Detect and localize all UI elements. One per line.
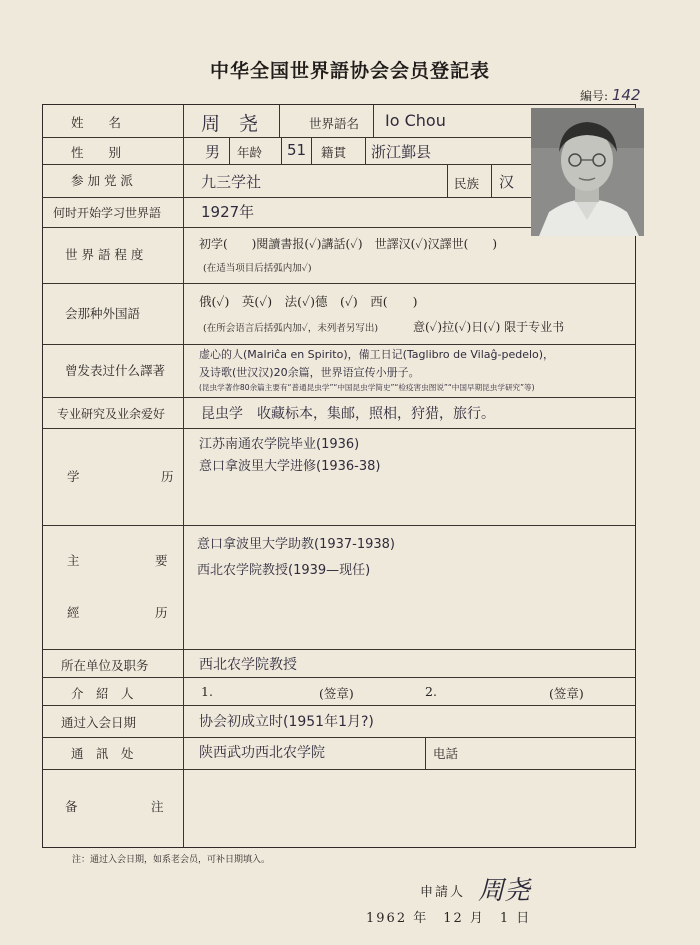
portrait-image xyxy=(531,108,644,236)
languages-line2: 意(✓)拉(✓)日(✓) 限于专业书 xyxy=(413,320,565,334)
esperanto-name-value: Io Chou xyxy=(385,111,446,130)
serial-label: 編号: xyxy=(580,89,609,103)
unit-label: 所在单位及职务 xyxy=(61,658,149,673)
introducer-seal-1: (签章) xyxy=(319,686,354,701)
applicant-signature: 周尧 xyxy=(478,876,531,906)
native-place-label: 籍貫 xyxy=(321,145,347,160)
footer-note: 注：通过入会日期，如系老会员，可补日期填入。 xyxy=(72,855,271,865)
application-date: 1962 年 12 月 1 日 xyxy=(366,911,532,926)
education-line1: 江苏南通农学院毕业(1936) xyxy=(199,437,360,452)
languages-line1: 俄(✓) 英(✓) 法(✓)德 (✓) 西( ) xyxy=(199,294,418,309)
gender-label: 性 别 xyxy=(71,145,122,160)
native-place-value: 浙江鄞县 xyxy=(371,143,432,161)
ethnic-label: 民族 xyxy=(454,176,480,191)
level-label: 世 界 語 程 度 xyxy=(65,247,144,262)
ethnic-value: 汉 xyxy=(499,173,515,191)
level-note: (在适当项目后括弧内加✓) xyxy=(203,263,312,274)
experience-label-4: 历 xyxy=(155,605,168,620)
applicant-label: 申請人 xyxy=(420,885,466,900)
experience-label-2: 要 xyxy=(155,553,168,568)
remarks-label-right: 注 xyxy=(151,799,164,814)
level-options: 初学( )閱讀書报(✓)講話(✓) 世譯汉(✓)汉譯世( ) xyxy=(199,237,498,251)
remarks-label-left: 备 xyxy=(65,799,78,814)
unit-value: 西北农学院教授 xyxy=(199,657,297,673)
works-line1: 虚心的人(Malriĉa en Spirito)，備工日记(Taglibro de Vilaĝ-pedelo)， xyxy=(199,348,555,361)
education-label-top: 学 xyxy=(67,469,80,484)
gender-value: 男 xyxy=(205,143,221,161)
age-value: 51 xyxy=(287,141,307,159)
experience-label-1: 主 xyxy=(67,553,80,568)
experience-line1: 意口拿波里大学助教(1937-1938) xyxy=(197,537,396,552)
start-year-value: 1927年 xyxy=(201,203,255,221)
name-label: 姓 名 xyxy=(71,115,122,130)
works-line3: (昆虫学著作80余篇主要有“普通昆虫学”“中国昆虫学简史”“检疫害虫图说”“中国早期昆虫学研究”等) xyxy=(199,383,535,392)
party-label: 参 加 党 派 xyxy=(71,173,133,188)
join-date-value: 协会初成立时(1951年1月?) xyxy=(199,714,374,730)
address-label: 通 訊 处 xyxy=(71,746,134,761)
experience-label-3: 經 xyxy=(67,605,80,620)
languages-note: (在所会语言后括弧内加✓，未列者另写出) xyxy=(203,323,379,334)
address-value: 陕西武功西北农学院 xyxy=(199,745,325,761)
education-line2: 意口拿波里大学进修(1936-38) xyxy=(199,459,381,474)
esperanto-name-label: 世界語名 xyxy=(309,116,360,131)
works-label: 曾发表过什么譯著 xyxy=(65,363,166,378)
name-value: 周 尧 xyxy=(201,113,259,135)
form-title: 中华全国世界語协会会员登記表 xyxy=(209,60,490,82)
start-year-label: 何时开始学习世界語 xyxy=(53,206,162,220)
research-label: 专业研究及业余爱好 xyxy=(57,407,166,421)
works-line2: 及诗歌(世汉汉)20余篇，世界语宣传小册子。 xyxy=(199,366,420,379)
party-value: 九三学社 xyxy=(201,173,262,191)
portrait-photo xyxy=(531,108,644,236)
serial-value: 142 xyxy=(611,86,641,104)
introducer-first: 1. xyxy=(201,684,213,699)
experience-line2: 西北农学院教授(1939—现任) xyxy=(197,563,371,578)
education-label-bottom: 历 xyxy=(161,469,174,484)
introducer-seal-2: (签章) xyxy=(549,686,584,701)
research-value: 昆虫学 收藏标本，集邮，照相，狩猎，旅行。 xyxy=(201,406,495,422)
join-date-label: 通过入会日期 xyxy=(61,715,137,730)
age-label: 年龄 xyxy=(237,145,263,160)
introducer-second: 2. xyxy=(425,684,437,699)
introducer-label: 介 紹 人 xyxy=(71,686,134,701)
serial-number xyxy=(580,86,641,104)
phone-label: 电話 xyxy=(433,746,459,761)
languages-label: 会那种外国語 xyxy=(65,306,141,321)
